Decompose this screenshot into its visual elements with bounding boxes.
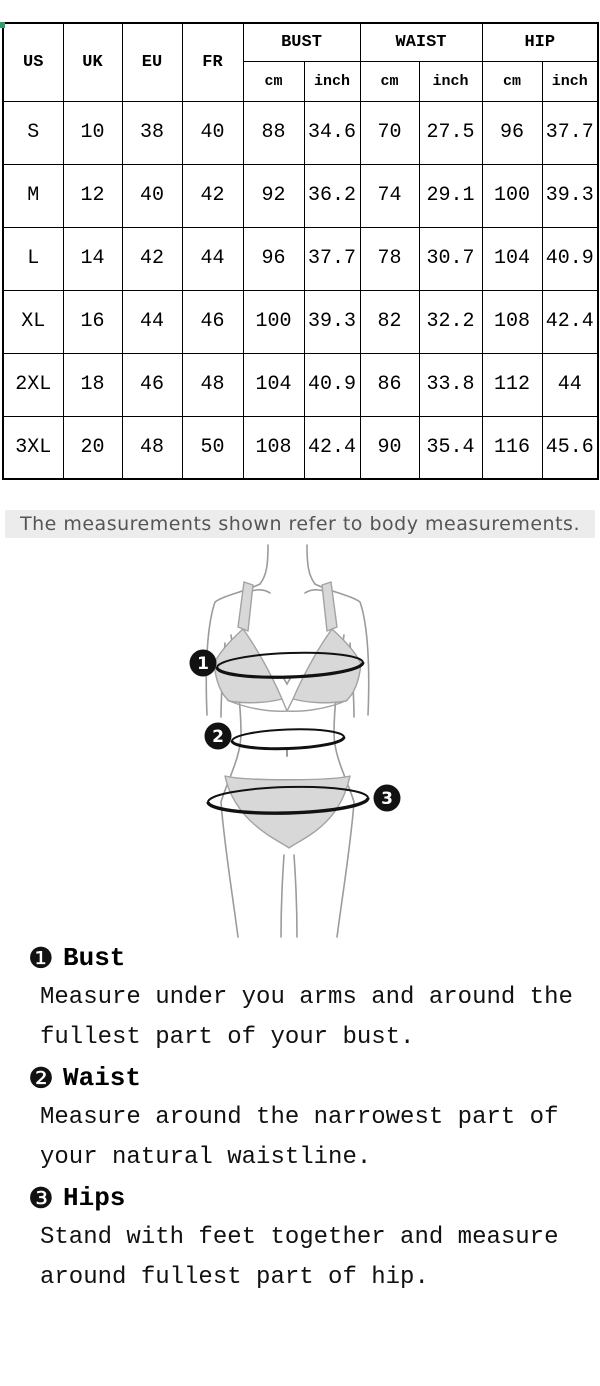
table-cell: 40: [122, 164, 182, 227]
table-cell: 34.6: [304, 101, 360, 164]
table-cell: S: [3, 101, 63, 164]
subheader-hip-inch: inch: [542, 61, 598, 101]
table-cell: 42: [182, 164, 243, 227]
instruction-waist: [28, 1058, 600, 1178]
table-row: [3, 416, 598, 479]
table-cell: 100: [243, 290, 304, 353]
table-cell: 42: [122, 227, 182, 290]
table-cell: 88: [243, 101, 304, 164]
table-cell: 42.4: [542, 290, 598, 353]
marker-2-waist: [205, 723, 232, 750]
table-cell: 96: [243, 227, 304, 290]
table-cell: 46: [122, 353, 182, 416]
table-cell: XL: [3, 290, 63, 353]
table-row: [3, 227, 598, 290]
table-cell: 86: [360, 353, 419, 416]
marker-1-bust: [190, 650, 217, 677]
table-cell: 33.8: [419, 353, 482, 416]
instruction-text: Measure under you arms and around the fullest part of your bust.: [40, 984, 573, 1051]
table-row: [3, 164, 598, 227]
table-cell: 38: [122, 101, 182, 164]
table-cell: 112: [482, 353, 542, 416]
table-cell: 45.6: [542, 416, 598, 479]
table-cell: 108: [482, 290, 542, 353]
instruction-title: Bust: [63, 943, 126, 973]
table-cell: 50: [182, 416, 243, 479]
instruction-text: Measure around the narrowest part of your natural waistline.: [40, 1104, 559, 1171]
table-cell: 30.7: [419, 227, 482, 290]
table-cell: 12: [63, 164, 122, 227]
subheader-waist-inch: inch: [419, 61, 482, 101]
table-cell: 48: [182, 353, 243, 416]
inner-leg-line: [281, 855, 284, 937]
table-cell: 39.3: [542, 164, 598, 227]
table-cell: 44: [182, 227, 243, 290]
table-header-row: [3, 23, 598, 61]
table-cell: 10: [63, 101, 122, 164]
table-cell: 39.3: [304, 290, 360, 353]
table-row: [3, 353, 598, 416]
table-cell: 27.5: [419, 101, 482, 164]
table-cell: 78: [360, 227, 419, 290]
inner-leg-line: [294, 855, 297, 937]
table-row: [3, 101, 598, 164]
table-cell: 48: [122, 416, 182, 479]
measurement-instructions: [0, 938, 600, 1298]
table-cell: 46: [182, 290, 243, 353]
table-cell: 116: [482, 416, 542, 479]
header-bust: BUST: [243, 23, 360, 61]
header-uk: UK: [63, 23, 122, 101]
table-cell: 44: [542, 353, 598, 416]
table-cell: 42.4: [304, 416, 360, 479]
table-cell: 82: [360, 290, 419, 353]
header-hip: HIP: [482, 23, 598, 61]
waist-tape-line: [232, 728, 345, 751]
table-cell: 14: [63, 227, 122, 290]
table-cell: 40: [182, 101, 243, 164]
table-cell: 37.7: [542, 101, 598, 164]
table-cell: 40.9: [542, 227, 598, 290]
circled-1-icon: ❶: [28, 941, 54, 975]
table-cell: 90: [360, 416, 419, 479]
table-cell: 96: [482, 101, 542, 164]
bikini-top: [214, 629, 282, 703]
bikini-strap: [238, 582, 253, 631]
table-cell: 2XL: [3, 353, 63, 416]
table-cell: 35.4: [419, 416, 482, 479]
bikini-top: [293, 629, 361, 703]
table-cell: 18: [63, 353, 122, 416]
table-cell: 16: [63, 290, 122, 353]
size-chart-table: [2, 22, 599, 480]
table-cell: 70: [360, 101, 419, 164]
table-cell: 104: [482, 227, 542, 290]
instruction-heading: [28, 1058, 600, 1098]
table-cell: 92: [243, 164, 304, 227]
table-cell: 29.1: [419, 164, 482, 227]
subheader-bust-cm: cm: [243, 61, 304, 101]
svg-text:2: 2: [212, 727, 224, 747]
marker-3-hips: [374, 785, 401, 812]
circled-2-icon: ❷: [28, 1061, 54, 1095]
instruction-hips: [28, 1178, 600, 1298]
header-eu: EU: [122, 23, 182, 101]
subheader-hip-cm: cm: [482, 61, 542, 101]
table-cell: 44: [122, 290, 182, 353]
body-measurement-figure: [140, 543, 460, 940]
svg-text:3: 3: [381, 789, 393, 809]
table-cell: 20: [63, 416, 122, 479]
instruction-text: Stand with feet together and measure around fullest part of hip.: [40, 1224, 559, 1291]
neck-outline: [307, 545, 315, 584]
table-row: [3, 290, 598, 353]
table-cell: 3XL: [3, 416, 63, 479]
header-waist: WAIST: [360, 23, 482, 61]
table-cell: M: [3, 164, 63, 227]
instruction-heading: [28, 1178, 600, 1218]
table-cell: 40.9: [304, 353, 360, 416]
instruction-bust: [28, 938, 600, 1058]
note-banner: The measurements shown refer to body measurements.: [5, 510, 595, 538]
subheader-waist-cm: cm: [360, 61, 419, 101]
circled-3-icon: ❸: [28, 1181, 54, 1215]
svg-text:1: 1: [197, 654, 209, 674]
instruction-title: Waist: [63, 1063, 142, 1093]
neck-outline: [260, 545, 268, 584]
header-us: US: [3, 23, 63, 101]
table-cell: 104: [243, 353, 304, 416]
instruction-heading: [28, 938, 600, 978]
bikini-center-v: [282, 699, 293, 711]
header-fr: FR: [182, 23, 243, 101]
instruction-title: Hips: [63, 1183, 126, 1213]
table-corner-mark: [0, 22, 5, 28]
body-diagram-illustration: [140, 543, 460, 940]
table-cell: 108: [243, 416, 304, 479]
table-cell: L: [3, 227, 63, 290]
table-cell: 37.7: [304, 227, 360, 290]
table-cell: 100: [482, 164, 542, 227]
table-cell: 74: [360, 164, 419, 227]
subheader-bust-inch: inch: [304, 61, 360, 101]
table-cell: 32.2: [419, 290, 482, 353]
bikini-strap: [322, 582, 337, 631]
table-cell: 36.2: [304, 164, 360, 227]
